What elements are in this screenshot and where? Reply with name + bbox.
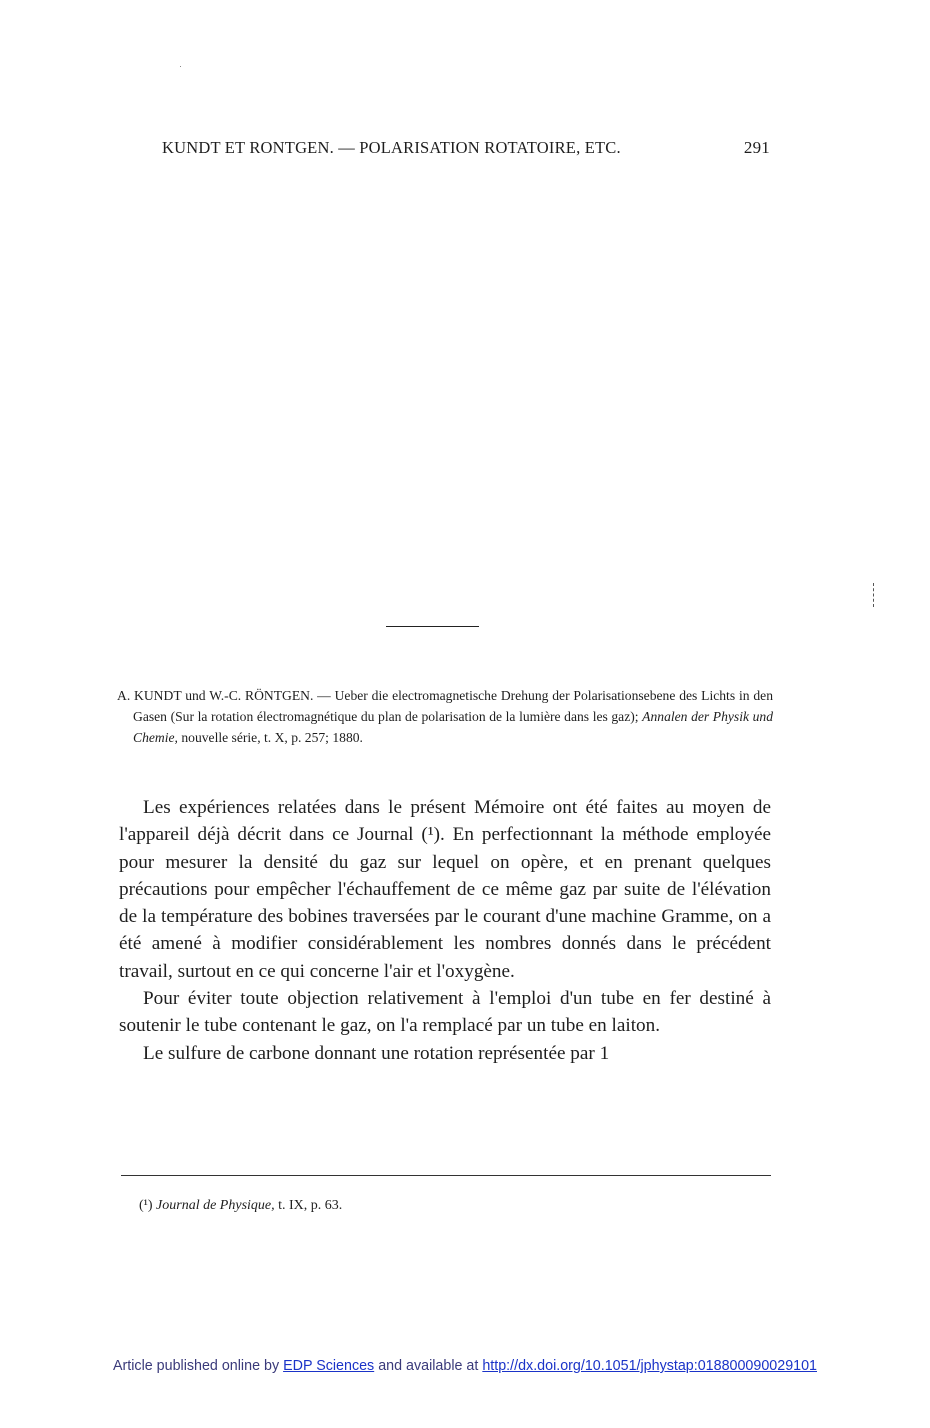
margin-mark	[873, 583, 876, 607]
banner-prefix: Article published online by	[112, 1358, 280, 1374]
footnote-journal: Journal de Physique,	[156, 1198, 275, 1213]
footnote-rule	[121, 1175, 771, 1176]
footnote-ref: t. IX, p. 63.	[278, 1198, 343, 1213]
scan-speck	[180, 66, 181, 67]
footnote-marker: (¹)	[139, 1198, 153, 1213]
body-paragraph-2: Pour éviter toute objection relativement à l'emploi d'un tube en fer destiné à soutenir le tube contenant le gaz, on l'a remplacé par un tube en laiton.	[119, 988, 771, 1037]
banner-middle: and available at	[378, 1358, 479, 1374]
body-paragraph-3: Le sulfure de carbone donnant une rotation représentée par 1	[143, 1042, 610, 1064]
citation-start: A. KUNDT und W.-C. RÖNTGEN. — Ueber die electromagnetische Drehung der Polarisationsebene des Lichts in den Gasen (Sur la rotation électromagnétique du plan de polarisation de la lumière dans les gaz);	[117, 688, 773, 724]
citation-journal: Annalen der Physik und Chemie,	[133, 709, 774, 745]
citation-block	[117, 685, 773, 748]
publisher-link[interactable]: EDP Sciences	[283, 1358, 375, 1374]
page-number: 291	[743, 138, 770, 157]
running-head	[162, 138, 770, 162]
section-separator-rule	[386, 626, 479, 627]
footnote	[139, 1196, 639, 1216]
body-paragraph-1: Les expériences relatées dans le présent Mémoire ont été faites au moyen de l'appareil déjà décrit dans ce Journal (¹). En perfectionnant la méthode employée pour mesurer la densité du gaz sur lequel on opère, et en prenant quelques précautions pour empêcher l'échauffement de ce même gaz par suite de l'élévation de la température des bobines traversées par le courant d'une machine Gramme, on a été amené à modifier considérablement les nombres donnés dans le précédent travail, surtout en ce qui concerne l'air et l'oxygène.	[119, 797, 771, 982]
doi-link[interactable]: http://dx.doi.org/10.1051/jphystap:018800090029101	[482, 1358, 817, 1374]
citation-end: nouvelle série, t. X, p. 257; 1880.	[181, 730, 363, 745]
citation-text	[117, 685, 773, 748]
running-head-title: KUNDT ET RONTGEN. — POLARISATION ROTATOIRE, ETC.	[162, 138, 621, 157]
article-body	[119, 794, 771, 1067]
publisher-banner	[0, 1358, 930, 1374]
